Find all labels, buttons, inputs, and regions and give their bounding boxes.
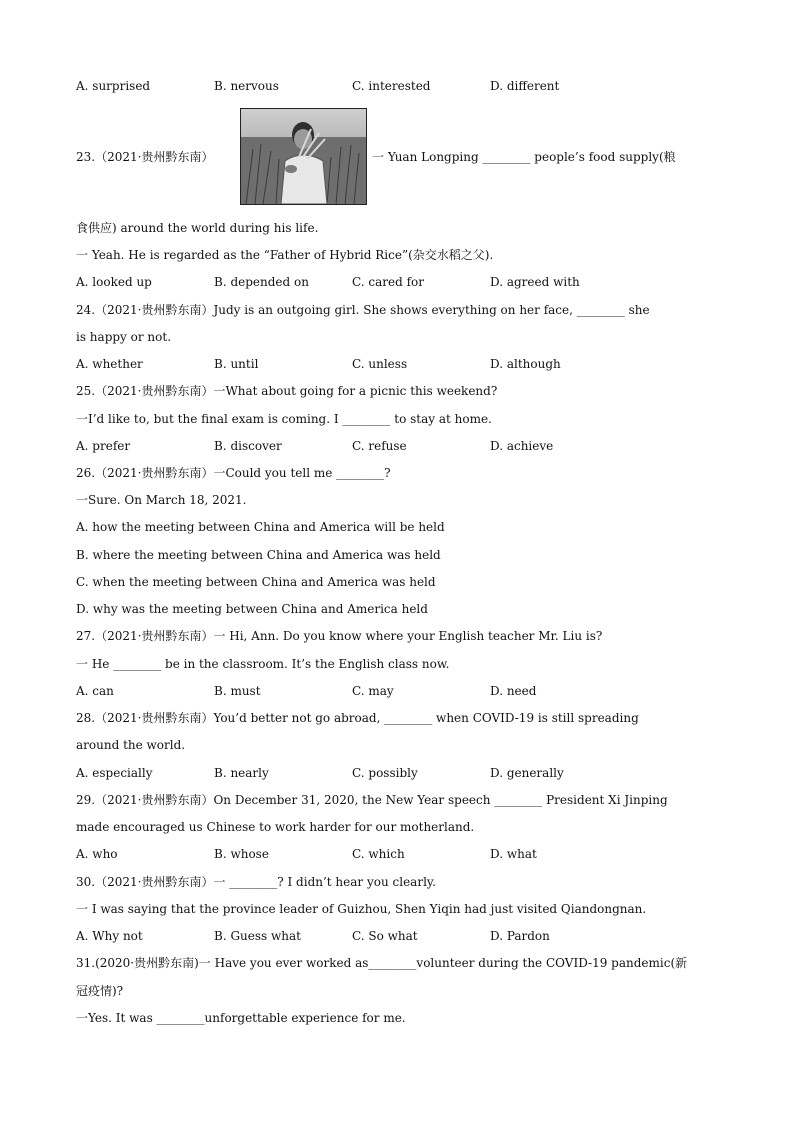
option-d: D. although	[490, 357, 561, 371]
option-c: C. unless	[352, 357, 408, 371]
option-a: A. can	[76, 684, 114, 698]
q23-text-cont: 食供应) around the world during his life.	[76, 221, 319, 235]
option-d: D. what	[490, 847, 537, 861]
option-a: A. prefer	[76, 439, 131, 453]
yuan-longping-photo	[240, 108, 367, 205]
option-a: A. whether	[76, 357, 143, 371]
option-a: A. looked up	[76, 275, 152, 289]
option-c: C. So what	[352, 929, 418, 943]
q23-number: 23.（2021·贵州黔东南）	[76, 150, 214, 164]
q31-text-cont: 冠疫情)?	[76, 984, 124, 998]
option-d: D. Pardon	[490, 929, 550, 943]
q26-reply: 一Sure. On March 18, 2021.	[76, 493, 247, 507]
option-a: A. Why not	[76, 929, 143, 943]
option-c: C. refuse	[352, 439, 407, 453]
option-a: A. how the meeting between China and America will be held	[76, 520, 445, 534]
q28-text: 28.（2021·贵州黔东南）You’d better not go abroad, ________ when COVID-19 is still spreading	[76, 711, 639, 725]
q29-text-cont: made encouraged us Chinese to work harder for our motherland.	[76, 820, 475, 834]
option-d: D. why was the meeting between China and America held	[76, 602, 428, 616]
q23-text: 一 Yuan Longping ________ people’s food supply(粮	[372, 150, 676, 164]
option-a: A. especially	[76, 766, 153, 780]
option-a: A. who	[76, 847, 118, 861]
option-d: D. need	[490, 684, 537, 698]
option-c: C. cared for	[352, 275, 424, 289]
option-c: C. which	[352, 847, 405, 861]
q31-text: 31.(2020·贵州黔东南)一 Have you ever worked as________volunteer during the COVID-19 pandemic(新	[76, 956, 688, 970]
q24-text: 24.（2021·贵州黔东南）Judy is an outgoing girl. She shows everything on her face, ________ she	[76, 303, 650, 317]
q25-reply: 一I’d like to, but the final exam is coming. I ________ to stay at home.	[76, 412, 492, 426]
q24-text-cont: is happy or not.	[76, 330, 172, 344]
option-c: C. possibly	[352, 766, 418, 780]
option-b: B. must	[214, 684, 261, 698]
q31-reply: 一Yes. It was ________unforgettable experience for me.	[76, 1011, 406, 1025]
option-b: B. Guess what	[214, 929, 301, 943]
option-c: C. interested	[352, 79, 431, 93]
rice-field-photo-icon	[241, 109, 366, 204]
option-b: B. depended on	[214, 275, 309, 289]
option-d: D. agreed with	[490, 275, 580, 289]
q25-text: 25.（2021·贵州黔东南）一What about going for a picnic this weekend?	[76, 384, 498, 398]
option-c: C. when the meeting between China and America was held	[76, 575, 436, 589]
option-b: B. discover	[214, 439, 282, 453]
option-b: B. nervous	[214, 79, 279, 93]
option-d: D. achieve	[490, 439, 554, 453]
q30-text: 30.（2021·贵州黔东南）一 ________? I didn’t hear you clearly.	[76, 875, 436, 889]
option-c: C. may	[352, 684, 394, 698]
q30-reply: 一 I was saying that the province leader of Guizhou, Shen Yiqin had just visited Qiandongnan.	[76, 902, 647, 916]
q29-text: 29.（2021·贵州黔东南）On December 31, 2020, the New Year speech ________ President Xi Jinping	[76, 793, 668, 807]
option-d: D. different	[490, 79, 560, 93]
q27-reply: 一 He ________ be in the classroom. It’s the English class now.	[76, 657, 450, 671]
option-b: B. until	[214, 357, 259, 371]
option-d: D. generally	[490, 766, 564, 780]
q28-text-cont: around the world.	[76, 738, 186, 752]
option-b: B. nearly	[214, 766, 269, 780]
option-b: B. where the meeting between China and America was held	[76, 548, 441, 562]
q27-text: 27.（2021·贵州黔东南）一 Hi, Ann. Do you know where your English teacher Mr. Liu is?	[76, 629, 603, 643]
q23-reply: 一 Yeah. He is regarded as the “Father of Hybrid Rice”(杂交水稻之父).	[76, 248, 494, 262]
q26-text: 26.（2021·贵州黔东南）一Could you tell me ________?	[76, 466, 391, 480]
option-b: B. whose	[214, 847, 269, 861]
option-a: A. surprised	[76, 79, 151, 93]
